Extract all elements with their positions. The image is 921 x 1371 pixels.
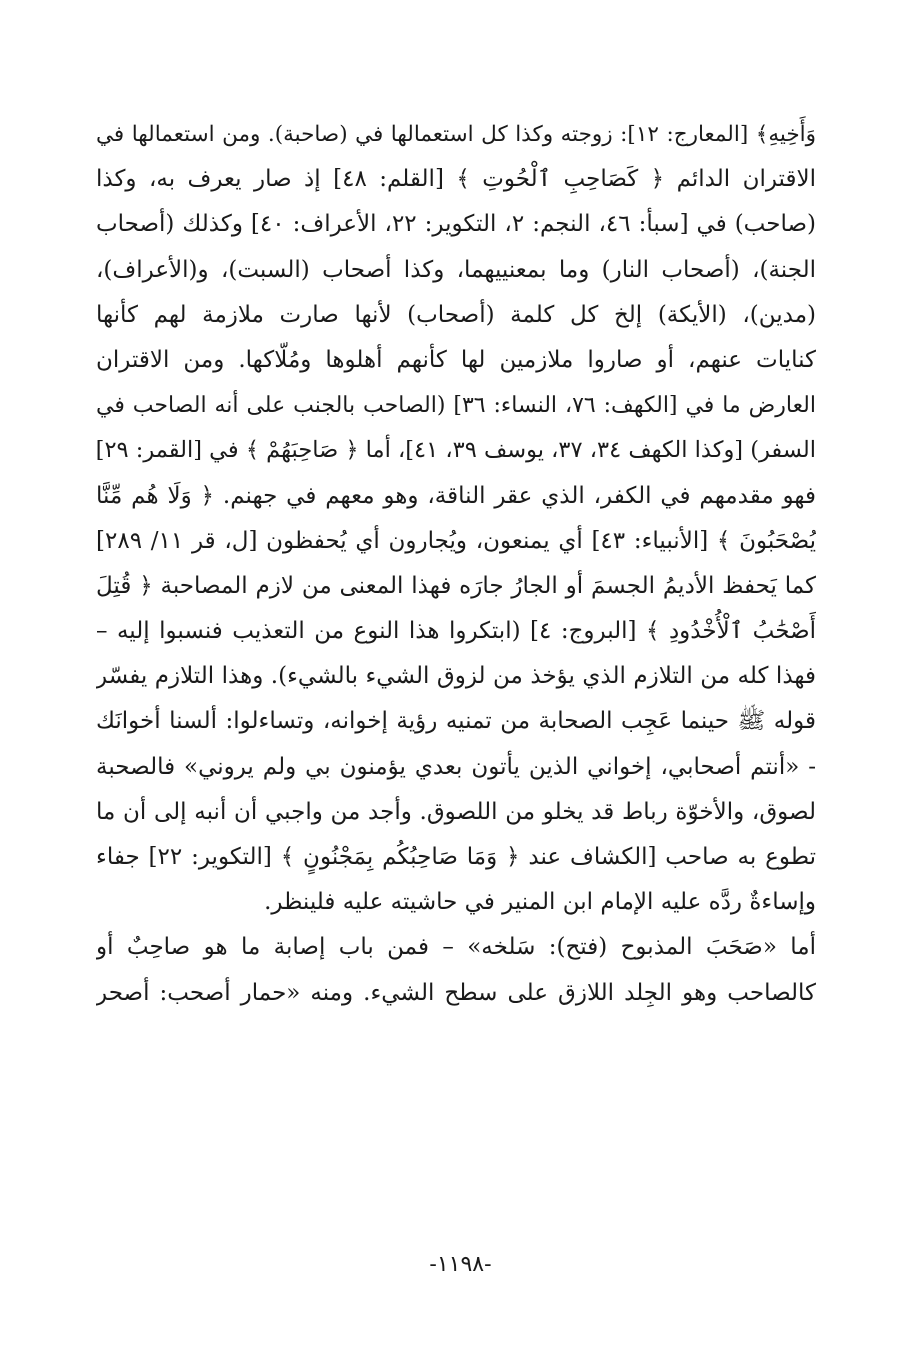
text-line: فهذا كله من التلازم الذي يؤخذ من لزوق الشيء بالشيء). وهذا التلازم يفسّر bbox=[96, 663, 816, 690]
page-number: -١١٩٨- bbox=[429, 1252, 492, 1277]
text-line: تطوع به صاحب [الكشاف عند ﴿ وَمَا صَاحِبُكُم بِمَجْنُونٍ ﴾ [التكوير: ٢٢] جفاء bbox=[96, 844, 816, 870]
text-line: الاقتران الدائم ﴿ كَصَاحِبِ ٱلْحُوتِ ﴾ [القلم: ٤٨] إذ صار يعرف به، وكذا bbox=[96, 166, 816, 193]
text-line: (صاحب) في [سبأ: ٤٦، النجم: ٢، التكوير: ٢٢، الأعراف: ٤٠] وكذلك (أصحاب bbox=[96, 211, 816, 238]
main-text bbox=[96, 112, 816, 1016]
text-line: وَأَخِيهِ﴾ [المعارج: ١٢]: زوجته وكذا كل استعمالها في (صاحبة). ومن استعمالها في bbox=[96, 122, 816, 147]
text-line: الجنة)، (أصحاب النار) وما بمعنييهما، وكذا أصحاب (السبت)، و(الأعراف)، bbox=[96, 256, 816, 283]
text-line: لصوق، والأخوّة رباط قد يخلو من اللصوق. وأجد من واجبي أن أنبه إلى أن ما bbox=[96, 798, 816, 825]
text-line: فهو مقدمهم في الكفر، الذي عقر الناقة، وهو معهم في جهنم. ﴿ وَلَا هُم مِّنَّا bbox=[96, 482, 816, 509]
text-line: كنايات عنهم، أو صاروا ملازمين لها كأنهم أهلوها ومُلّاكها. ومن الاقتران bbox=[96, 346, 816, 373]
text-line-paragraph-end: وإساءةٌ ردَّه عليه الإمام ابن المنير في حاشيته عليه فلينظر. bbox=[264, 889, 816, 916]
text-line: السفر) [وكذا الكهف ٣٤، ٣٧، يوسف ٣٩، ٤١]، أما ﴿ صَاحِبَهُمْ ﴾ في [القمر: ٢٩] bbox=[96, 437, 816, 464]
text-line: (مدين)، (الأيكة) إلخ كل كلمة (أصحاب) لأنها صارت ملازمة لهم كأنها bbox=[96, 301, 816, 328]
text-line: كالصاحب وهو الجِلد اللازق على سطح الشيء. ومنه «حمار أصحب: أصحر bbox=[96, 979, 816, 1006]
text-line: كما يَحفظ الأديمُ الجسمَ أو الجارُ جارَه فهذا المعنى من لازم المصاحبة ﴿ قُتِلَ bbox=[96, 572, 816, 599]
text-line: يُصْحَبُونَ ﴾ [الأنبياء: ٤٣] أي يمنعون، ويُجارون أي يُحفظون [ل، قر ١١/ ٢٨٩] bbox=[96, 527, 816, 554]
text-line: - «أنتم أصحابي، إخواني الذين يأتون بعدي يؤمنون بي ولم يروني» فالصحبة bbox=[96, 753, 816, 780]
text-line: أَصْحَٰبُ ٱلْأُخْدُودِ ﴾ [البروج: ٤] (ابتكروا هذا النوع من التعذيب فنسبوا إليه – bbox=[96, 618, 816, 645]
text-line: أما «صَحَبَ المذبوح (فتح): سَلخه» – فمن باب إصابة ما هو صاحِبٌ أو bbox=[96, 934, 816, 961]
text-line: قوله ﷺ حينما عَجِب الصحابة من تمنيه رؤية إخوانه، وتساءلوا: ألسنا أخوانَك bbox=[96, 708, 816, 735]
text-line: العارض ما في [الكهف: ٧٦، النساء: ٣٦] (الصاحب بالجنب على أنه الصاحب في bbox=[96, 393, 816, 419]
